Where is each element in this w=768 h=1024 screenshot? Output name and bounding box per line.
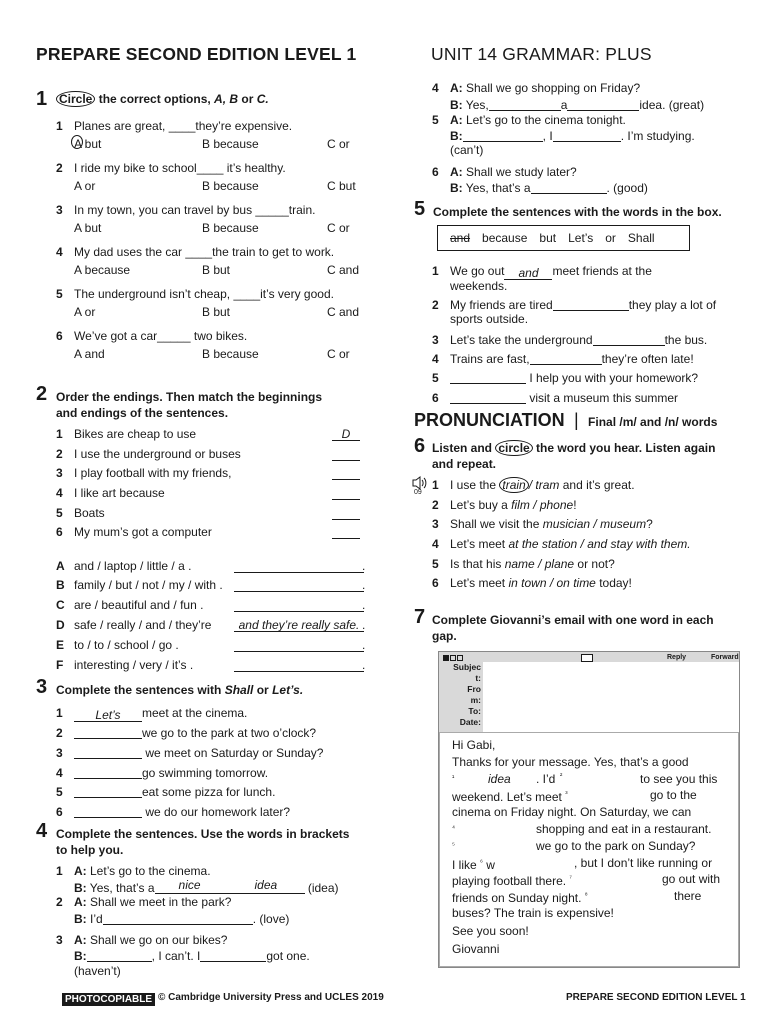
ex5-blank[interactable] [450, 391, 526, 404]
ex2-ending-blank[interactable]: and they’re really safe. [234, 618, 364, 632]
ex4-item-3-b: B: , I can’t. I got one. [74, 949, 310, 963]
ex3-item: 3 we meet on Saturday or Sunday? [56, 746, 324, 760]
ex4-item-2-b: B: I’d . (love) [74, 912, 290, 926]
ex2-beginning: 1 Bikes are cheap to use [56, 427, 197, 441]
ex2-beginning: 6 My mum’s got a computer [56, 525, 212, 539]
ex6-options[interactable]: film / phone [511, 498, 574, 512]
ex6-number: 6 [414, 435, 426, 457]
ex5-item: 4 Trains are fast, they’re often late! [432, 352, 694, 366]
ex1-option-b[interactable]: B because [202, 137, 259, 151]
ex2-number: 2 [36, 383, 48, 405]
ex2-beginning: 4 I like art because [56, 486, 165, 500]
ex2-ending: A and / laptop / little / a . [56, 559, 192, 573]
word-because: because [482, 231, 528, 245]
ex3-item: 4 go swimming tomorrow. [56, 766, 269, 780]
track-number: 09 [414, 489, 422, 496]
ex2-ending-blank[interactable] [234, 598, 364, 612]
ex3-blank[interactable]: Let’s [74, 709, 142, 722]
unit-title: UNIT 14 GRAMMAR: PLUS [431, 44, 652, 64]
ex1-option-c[interactable]: C or [327, 221, 350, 235]
word-or: or [605, 231, 616, 245]
ex1-option-a[interactable]: A and [74, 347, 105, 361]
ex7-number: 7 [414, 606, 426, 628]
ex4-item-6: 6 A: Shall we study later? [432, 165, 577, 179]
ex6-options[interactable]: train [499, 477, 528, 493]
ex2-ending-dot: . [362, 598, 366, 612]
ex3-instruction: Complete the sentences with Shall or Let’s. [56, 683, 304, 697]
ex2-ending-blank[interactable] [234, 658, 364, 672]
from-label-cont: m: [470, 695, 481, 705]
ex5-item: 2 My friends are tired they play a lot of [432, 298, 717, 312]
ex5-blank[interactable]: and [504, 267, 552, 280]
answer-circle [71, 135, 83, 149]
ex1-option-b[interactable]: B because [202, 221, 259, 235]
ex3-blank[interactable] [74, 805, 142, 818]
ex1-option-a[interactable]: A or [74, 179, 96, 193]
ex4-item-5: 5 A: Let’s go to the cinema tonight. [432, 113, 626, 127]
ex1-option-b[interactable]: B but [202, 305, 231, 319]
ex6-item: 2 Let’s buy a film / phone! [432, 498, 577, 512]
subject-label: Subjec [453, 662, 481, 672]
ex1-question: 4 My dad uses the car ____the train to get to work. [56, 245, 335, 259]
ex1-instruction: Circle the correct options, A, B or C. [56, 91, 269, 107]
ex1-question: 2 I ride my bike to school____ it’s healthy. [56, 161, 286, 175]
ex3-blank[interactable] [74, 726, 142, 739]
ex5-number: 5 [414, 198, 426, 220]
ex1-option-b[interactable]: B but [202, 263, 231, 277]
ex4-item-2: 2 A: Shall we meet in the park? [56, 895, 232, 909]
ex5-item-cont: weekends. [450, 279, 508, 293]
ex5-blank[interactable] [593, 333, 665, 346]
ex6-options[interactable]: name / plane [504, 557, 575, 571]
ex2-ending-dot: . [362, 638, 366, 652]
ex2-beginning: 2 I use the underground or buses [56, 447, 241, 461]
ex2-ending: B family / but / not / my / with . [56, 578, 223, 592]
from-label: Fro [467, 684, 481, 694]
ex2-ending-dot: . [362, 658, 366, 672]
ex6-options[interactable]: in town / on time [508, 576, 596, 590]
ex6-options[interactable]: at the station / and stay with them. [508, 537, 691, 551]
ex1-question: 3 In my town, you can travel by bus _____train. [56, 203, 316, 217]
to-label: To: [468, 706, 481, 716]
ex6-item: 5 Is that his name / plane or not? [432, 557, 615, 571]
ex5-item-cont: sports outside. [450, 312, 529, 326]
word-and: and [450, 231, 471, 245]
header-title: PREPARE SECOND EDITION LEVEL 1 [36, 44, 357, 64]
ex2-ending-blank[interactable] [234, 578, 364, 592]
ex4-item-4-b: B: Yes, a idea. (great) [450, 98, 705, 112]
ex2-match-blank[interactable] [332, 447, 360, 461]
ex3-item: 2 we go to the park at two o’clock? [56, 726, 317, 740]
ex1-option-c[interactable]: C or [327, 137, 350, 151]
email-text: Hi Gabi, Thanks for your message. Yes, that’s a good $^{^1}$ idea . I’d ² to see you this weekend. Let’s meet $^{^3}$ go to the cinema on Friday night. On Saturday, we can $^{^4}$ shopping and eat in a restaurant. $^{^5}$ we go to the park on Sunday? I like $^{^6}$ w , but I don’t like running or playing football there. $^{^7}$ go out with friends on Sunday night. $^{^8}$ there buses? The train is expensive! See you soon! Giovanni [452, 738, 721, 956]
photocopiable-badge: PHOTOCOPIABLE [62, 991, 155, 1005]
word-shall: Shall [627, 231, 655, 245]
ex1-option-a[interactable]: A but [74, 221, 102, 235]
ex6-options[interactable]: musician / museum [542, 517, 647, 531]
ex2-ending-dot: . [362, 578, 366, 592]
ex4-item-6-b: B: Yes, that’s a . (good) [450, 181, 648, 195]
ex2-instruction: Order the endings. Then match the beginnings and endings of the sentences. [56, 390, 323, 420]
window-icon [450, 655, 456, 661]
ex3-blank[interactable] [74, 785, 142, 798]
ex4-number: 4 [36, 820, 48, 842]
ex4-instruction: Complete the sentences. Use the words in brackets to help you. [56, 827, 350, 857]
ex6-item: 6 Let’s meet in town / on time today! [432, 576, 632, 590]
ex5-item: 3 Let’s take the underground the bus. [432, 333, 708, 347]
ex5-instruction: Complete the sentences with the words in the box. [433, 205, 722, 219]
ex5-item: 6 visit a museum this summer [432, 391, 679, 405]
ex3-item: 5 eat some pizza for lunch. [56, 785, 276, 799]
ex4-item-3-c: (haven’t) [74, 964, 121, 978]
ex5-blank[interactable] [530, 352, 602, 365]
ex5-word-box [437, 225, 690, 251]
ex2-beginning: 3 I play football with my friends, [56, 466, 232, 480]
reply-button[interactable]: Reply [667, 654, 687, 661]
ex2-match-blank[interactable] [332, 466, 360, 480]
date-label: Date: [459, 717, 481, 727]
ex6-instruction: Listen and circle the word you hear. Listen again and repeat. [432, 441, 716, 471]
ex2-ending: F interesting / very / it’s . [56, 658, 194, 672]
ex2-match-blank[interactable] [332, 525, 360, 539]
ex1-option-a[interactable]: A because [74, 263, 131, 277]
ex4-item-3: 3 A: Shall we go on our bikes? [56, 933, 228, 947]
window-icon [443, 655, 449, 661]
ex1-option-c[interactable]: C or [327, 347, 350, 361]
ex2-ending: E to / to / school / go . [56, 638, 179, 652]
email-window [438, 651, 740, 968]
word-lets: Let’s [568, 231, 594, 245]
ex4-item-5-c: (can’t) [450, 143, 484, 157]
ex3-item: 6 we do our homework later? [56, 805, 291, 819]
email-header-labels [443, 662, 481, 728]
ex1-question: 1 Planes are great, ____they’re expensive. [56, 119, 293, 133]
subject-label-cont: t: [475, 673, 481, 683]
ex2-match-blank[interactable] [332, 506, 360, 520]
email-body [439, 732, 739, 967]
ex2-ending-blank[interactable] [234, 638, 364, 652]
ex2-ending: D safe / really / and / they’re [56, 618, 212, 632]
ex1-option-c[interactable]: C and [327, 305, 360, 319]
copyright: © Cambridge University Press and UCLES 2019 [158, 992, 384, 1003]
ex1-option-a[interactable]: A but [74, 137, 102, 151]
pronunciation-heading: PRONUNCIATION | Final /m/ and /n/ words [414, 410, 718, 430]
forward-button[interactable]: Forward [711, 654, 739, 661]
email-window-icons [443, 655, 463, 661]
ex4-item-5-b: B: , I . I’m studying. [450, 129, 695, 143]
ex5-blank[interactable] [553, 298, 629, 311]
ex3-number: 3 [36, 676, 48, 698]
ex5-item: 1 We go out and meet friends at the [432, 264, 652, 280]
ex6-item: 1 I use the train / tram and it’s great. [432, 478, 635, 492]
ex1-option-b[interactable]: B because [202, 347, 259, 361]
attachment-icon[interactable] [581, 654, 593, 662]
ex1-option-c[interactable]: C and [327, 263, 360, 277]
ex2-match-blank[interactable]: D [332, 427, 360, 441]
ex3-blank[interactable] [74, 766, 142, 779]
ex4-item-1-b: B: Yes, that’s a nice idea (idea) [74, 878, 339, 895]
ex3-blank[interactable] [74, 746, 142, 759]
ex1-number: 1 [36, 88, 48, 110]
ex5-blank[interactable] [450, 371, 526, 384]
ex3-item: 1 Let’s meet at the cinema. [56, 706, 248, 722]
ex4-item-4: 4 A: Shall we go shopping on Friday? [432, 81, 641, 95]
ex1-option-a[interactable]: A or [74, 305, 96, 319]
ex1-question: 6 We’ve got a car_____ two bikes. [56, 329, 248, 343]
ex2-match-blank[interactable] [332, 486, 360, 500]
word-but: but [539, 231, 557, 245]
ex2-ending-blank[interactable] [234, 559, 364, 573]
window-icon [457, 655, 463, 661]
ex1-question: 5 The underground isn’t cheap, ____it’s very good. [56, 287, 334, 301]
ex1-option-b[interactable]: B because [202, 179, 259, 193]
ex7-instruction: Complete Giovanni’s email with one word in each gap. [432, 613, 714, 643]
ex2-ending: C are / beautiful and / fun . [56, 598, 204, 612]
ex6-item: 4 Let’s meet at the station / and stay with them. [432, 537, 691, 551]
ex4-item-1: 1 A: Let’s go to the cinema. [56, 864, 211, 878]
ex2-ending-dot: . [362, 618, 366, 632]
ex6-item: 3 Shall we visit the musician / museum? [432, 517, 653, 531]
ex2-ending-dot: . [362, 559, 366, 573]
ex1-option-c[interactable]: C but [327, 179, 356, 193]
footer-level: PREPARE SECOND EDITION LEVEL 1 [566, 992, 746, 1003]
ex2-beginning: 5 Boats [56, 506, 105, 520]
ex5-item: 5 I help you with your homework? [432, 371, 699, 385]
email-header-fields[interactable] [483, 662, 739, 732]
